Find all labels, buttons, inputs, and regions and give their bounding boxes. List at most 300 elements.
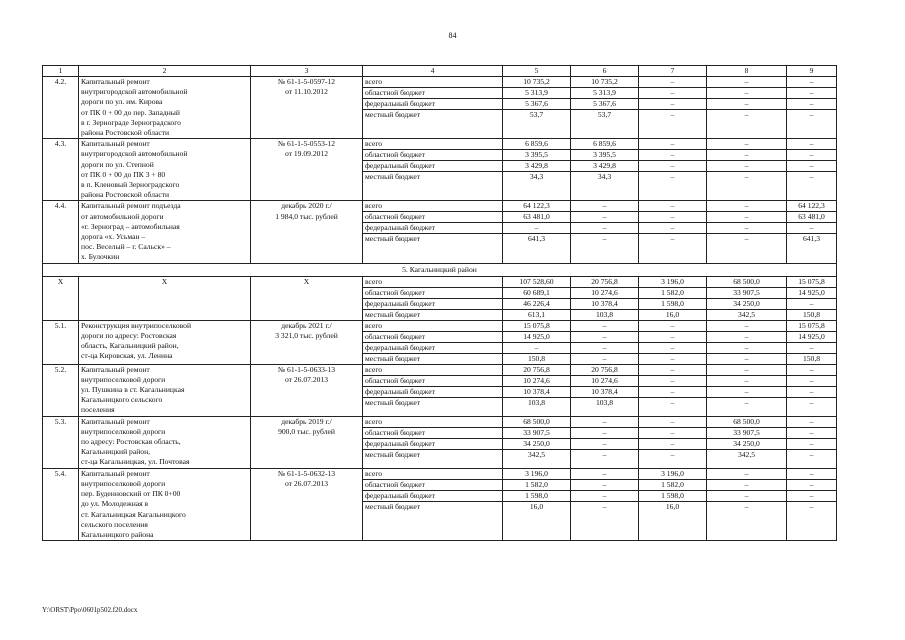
column-header: 9 [787, 66, 837, 77]
budget-label: федеральный бюджет [363, 342, 502, 353]
amount-cell: 60 689,1 [503, 287, 570, 298]
amount-cell: – [744, 234, 749, 244]
page-number: 84 [448, 31, 457, 40]
amount-cell: 68 500,0 [707, 277, 786, 288]
budget-label: федеральный бюджет [363, 490, 502, 501]
amount-column [503, 364, 571, 416]
registration-info [251, 139, 363, 201]
amount-cell: – [707, 150, 786, 161]
project-name-line: «г. Зерноград – автомобильная [81, 221, 180, 231]
column-header: 3 [251, 66, 363, 77]
amount-cell: – [571, 438, 638, 449]
project-name-line: района Ростовской области [81, 128, 170, 138]
column-header: 2 [79, 66, 251, 77]
registration-info [251, 468, 363, 540]
amount-cell: 3 429,8 [571, 161, 638, 172]
amount-cell: – [707, 365, 786, 376]
amount-column [503, 416, 571, 468]
project-name-line: X [161, 276, 168, 286]
table-row [43, 416, 837, 468]
amount-cell: – [707, 99, 786, 110]
amount-cell: – [809, 172, 814, 182]
registration-info [251, 320, 363, 364]
project-name-line: х. Булочкин [81, 252, 120, 262]
amount-cell: 15 075,8 [787, 277, 836, 288]
column-header: 6 [571, 66, 639, 77]
amount-cell: – [707, 77, 786, 88]
column-header: 8 [707, 66, 787, 77]
amount-cell: 10 274,6 [571, 375, 638, 386]
amount-column [787, 139, 837, 201]
amount-cell: – [639, 77, 706, 88]
registration-line: 900,0 тыс. рублей [278, 426, 335, 436]
project-name-line: Капитальный ремонт [81, 468, 150, 478]
amount-cell: – [787, 490, 836, 501]
amount-cell: – [639, 365, 706, 376]
amount-column [707, 468, 787, 540]
amount-cell: – [707, 201, 786, 212]
amount-cell: – [707, 331, 786, 342]
amount-cell: – [707, 469, 786, 480]
project-name-line: Кагальницкий район, [81, 447, 151, 457]
amount-cell: 10 378,4 [571, 298, 638, 309]
amount-cell: 10 378,4 [571, 386, 638, 397]
project-name-line: ул. Пушкина в ст. Кагальницкая [81, 385, 185, 395]
table-row [43, 139, 837, 201]
amount-cell: 16,0 [529, 501, 544, 511]
amount-column [571, 364, 639, 416]
project-name-line: внутригородской автомобильной [81, 149, 188, 159]
amount-cell: – [809, 449, 814, 459]
amount-cell: 641,3 [527, 234, 546, 244]
budget-label: местный бюджет [365, 397, 421, 407]
amount-cell: – [787, 342, 836, 353]
amount-cell: – [787, 161, 836, 172]
amount-cell: – [602, 501, 607, 511]
amount-cell: 63 481,0 [787, 212, 836, 223]
amount-cell: – [639, 427, 706, 438]
registration-line: от 11.10.2012 [285, 87, 328, 97]
project-name [79, 468, 251, 540]
column-header: 1 [43, 66, 79, 77]
amount-cell: 3 196,0 [639, 469, 706, 480]
project-name-line: внутрипоселковой дороги [81, 478, 166, 488]
amount-cell: – [602, 449, 607, 459]
project-name-line: Капитальный ремонт подъезда [81, 201, 181, 211]
amount-cell: 15 075,8 [503, 321, 570, 332]
amount-cell: – [639, 139, 706, 150]
amount-cell: – [707, 212, 786, 223]
registration-line: от 26.07.2013 [284, 374, 329, 384]
amount-column [639, 416, 707, 468]
project-name [79, 77, 251, 139]
amount-cell: – [670, 449, 675, 459]
amount-cell: – [787, 99, 836, 110]
project-name-line: внутригородской автомобильной [81, 87, 188, 97]
amount-cell: – [639, 99, 706, 110]
amount-cell: 10 274,6 [571, 287, 638, 298]
amount-cell: – [787, 427, 836, 438]
project-name-line: от ПК 0 + 00 до ПК 3 + 80 [81, 169, 166, 179]
amount-cell: 68 500,0 [707, 417, 786, 428]
amount-cell: – [707, 386, 786, 397]
budget-label: всего [363, 77, 502, 88]
amount-column [503, 139, 571, 201]
project-name-line: района Ростовской области [81, 190, 170, 200]
project-name-line: сельского поселения [81, 519, 148, 529]
amount-cell: – [707, 139, 786, 150]
amount-cell: – [639, 321, 706, 332]
amount-cell: – [787, 223, 836, 234]
amount-cell: – [707, 479, 786, 490]
registration-line: № 61-1-5-0632-13 [277, 468, 336, 478]
amount-cell: 34,3 [529, 172, 544, 182]
amount-cell: – [571, 427, 638, 438]
project-name-line: в п. Кленовый Зерноградского [81, 180, 180, 190]
project-name-line: дороги по адресу: Ростовская [81, 330, 177, 340]
amount-column [571, 201, 639, 263]
amount-cell: – [639, 417, 706, 428]
amount-cell: – [787, 438, 836, 449]
amount-column [503, 276, 571, 320]
amount-column [639, 364, 707, 416]
amount-cell: – [744, 172, 749, 182]
amount-cell: 3 395,5 [503, 150, 570, 161]
amount-cell: 3 429,8 [503, 161, 570, 172]
row-number: 4.2. [43, 77, 79, 139]
row-number: 5.1. [43, 320, 79, 364]
amount-cell: – [787, 77, 836, 88]
row-number: 4.4. [43, 201, 79, 263]
registration-line: X [303, 276, 310, 286]
amount-cell: – [787, 469, 836, 480]
budget-label: местный бюджет [365, 449, 421, 459]
project-name-line: дорога «х. Усьман – [81, 232, 146, 242]
amount-cell: 34 250,0 [503, 438, 570, 449]
amount-cell: – [602, 234, 607, 244]
project-name-line: область, Кагальницкий район, [81, 341, 179, 351]
budget-label: областной бюджет [363, 479, 502, 490]
amount-cell: – [744, 110, 749, 119]
amount-column [787, 201, 837, 263]
registration-info [251, 276, 363, 320]
amount-cell: 1 582,0 [503, 479, 570, 490]
budget-label: всего [363, 417, 502, 428]
amount-column [707, 364, 787, 416]
budget-label: местный бюджет [365, 172, 421, 182]
budget-label: всего [363, 469, 502, 480]
project-name-line: Капитальный ремонт [81, 364, 150, 374]
amount-cell: 68 500,0 [503, 417, 570, 428]
table-row [43, 201, 837, 263]
amount-cell: 342,5 [527, 449, 546, 459]
amount-cell: – [787, 139, 836, 150]
amount-column [639, 276, 707, 320]
amount-column [639, 320, 707, 364]
project-name-line: дороги по ул. Степной [81, 159, 154, 169]
amount-cell: – [744, 353, 749, 363]
amount-cell: 16,0 [665, 501, 680, 511]
amount-cell: – [571, 321, 638, 332]
amount-column [707, 201, 787, 263]
amount-cell: – [809, 110, 814, 119]
amount-column [787, 416, 837, 468]
budget-label: федеральный бюджет [363, 386, 502, 397]
amount-column [571, 77, 639, 139]
amount-cell: 5 313,9 [503, 88, 570, 99]
amount-cell: 20 756,8 [503, 365, 570, 376]
amount-cell: – [639, 201, 706, 212]
budget-table [42, 65, 837, 541]
amount-cell: 14 925,0 [787, 331, 836, 342]
amount-cell: – [639, 386, 706, 397]
amount-cell: – [571, 342, 638, 353]
budget-label: областной бюджет [363, 427, 502, 438]
amount-cell: – [639, 438, 706, 449]
amount-column [787, 276, 837, 320]
amount-cell: – [787, 88, 836, 99]
amount-cell: 150,8 [527, 353, 546, 363]
amount-cell: 107 528,60 [503, 277, 570, 288]
amount-column [707, 320, 787, 364]
registration-line: декабрь 2021 г./ [281, 320, 332, 330]
amount-cell: 33 907,5 [707, 427, 786, 438]
amount-cell: 1 598,0 [503, 490, 570, 501]
amount-cell: – [787, 417, 836, 428]
amount-cell: – [707, 375, 786, 386]
budget-labels [363, 77, 503, 139]
project-name-line: пер. Буденновский от ПК 0+00 [81, 489, 181, 499]
budget-labels [363, 416, 503, 468]
project-name-line: Реконструкция внутрипоселковой [81, 320, 192, 330]
budget-label: всего [363, 277, 502, 288]
amount-cell: 14 925,0 [503, 331, 570, 342]
amount-column [787, 468, 837, 540]
amount-cell: – [787, 386, 836, 397]
project-name [79, 416, 251, 468]
amount-cell: – [670, 397, 675, 407]
amount-cell: – [503, 223, 570, 234]
amount-cell: – [571, 469, 638, 480]
row-number: 5.3. [43, 416, 79, 468]
amount-cell: 63 481,0 [503, 212, 570, 223]
amount-column [503, 201, 571, 263]
budget-label: местный бюджет [365, 501, 421, 511]
amount-column [639, 139, 707, 201]
amount-cell: 15 075,8 [787, 321, 836, 332]
amount-column [639, 468, 707, 540]
amount-cell: – [571, 417, 638, 428]
amount-cell: 10 378,4 [503, 386, 570, 397]
registration-line: декабрь 2019 г./ [281, 416, 332, 426]
amount-cell: – [744, 397, 749, 407]
amount-cell: 5 367,6 [571, 99, 638, 110]
amount-cell: – [787, 150, 836, 161]
amount-cell: 150,8 [802, 309, 821, 319]
amount-cell: – [707, 321, 786, 332]
amount-column [571, 139, 639, 201]
amount-column [503, 77, 571, 139]
amount-cell: – [639, 223, 706, 234]
budget-label: всего [363, 365, 502, 376]
amount-cell: 1 582,0 [639, 287, 706, 298]
registration-line: № 61-1-5-0553-12 [277, 139, 336, 149]
amount-column [787, 364, 837, 416]
amount-cell: 10 274,6 [503, 375, 570, 386]
budget-label: федеральный бюджет [363, 223, 502, 234]
budget-labels [363, 201, 503, 263]
amount-cell: 64 122,3 [503, 201, 570, 212]
budget-label: федеральный бюджет [363, 438, 502, 449]
project-name [79, 364, 251, 416]
amount-cell: 34 250,0 [707, 298, 786, 309]
amount-cell: – [787, 298, 836, 309]
amount-column [503, 320, 571, 364]
registration-line: от 26.07.2013 [284, 478, 329, 488]
registration-line: от 19.09.2012 [284, 149, 329, 159]
budget-label: федеральный бюджет [363, 161, 502, 172]
budget-label: всего [363, 201, 502, 212]
registration-line: № 61-1-5-0597-12 [277, 77, 336, 86]
amount-cell: 150,8 [802, 353, 821, 363]
amount-cell: 34 250,0 [707, 438, 786, 449]
amount-cell: – [787, 375, 836, 386]
file-path-footer: Y:\ORST\Ppo\0601p502.f20.docx [42, 606, 138, 614]
amount-cell: 16,0 [665, 309, 680, 319]
project-name [79, 201, 251, 263]
amount-cell: – [639, 342, 706, 353]
project-name-line: в г. Зернограде Зерноградского [81, 117, 181, 127]
amount-cell: – [639, 161, 706, 172]
budget-label: областной бюджет [363, 88, 502, 99]
amount-cell: 613,1 [527, 309, 546, 319]
budget-label: всего [363, 321, 502, 332]
project-name-line: пос. Веселый – г. Сальск» – [81, 242, 171, 252]
project-name-line: Капитальный ремонт [81, 416, 150, 426]
column-header: 5 [503, 66, 571, 77]
registration-line: декабрь 2020 г./ [281, 201, 332, 211]
budget-label: местный бюджет [365, 234, 421, 244]
project-name-line: Капитальный ремонт [81, 139, 150, 149]
amount-cell: 1 598,0 [639, 298, 706, 309]
project-name-line: ст-ца Кагальницкая, ул. Почтовая [81, 457, 190, 467]
project-name-line: Кагальницкого района [81, 529, 154, 539]
column-header: 7 [639, 66, 707, 77]
amount-cell: – [571, 331, 638, 342]
amount-cell: 5 367,6 [503, 99, 570, 110]
amount-cell: 1 582,0 [639, 479, 706, 490]
amount-cell: 1 598,0 [639, 490, 706, 501]
amount-column [787, 320, 837, 364]
project-name [79, 320, 251, 364]
amount-cell: – [707, 88, 786, 99]
amount-cell: – [809, 501, 814, 511]
column-header-row [43, 66, 837, 77]
table-row [43, 320, 837, 364]
amount-column [787, 77, 837, 139]
project-name-line: от ПК 0 + 00 до пер. Западный [81, 107, 180, 117]
amount-cell: 33 907,5 [707, 287, 786, 298]
amount-cell: – [639, 212, 706, 223]
amount-cell: – [670, 353, 675, 363]
amount-cell: – [707, 223, 786, 234]
amount-cell: – [707, 342, 786, 353]
amount-cell: – [571, 212, 638, 223]
row-number: X [43, 276, 79, 320]
table-row [43, 276, 837, 320]
amount-cell: – [787, 365, 836, 376]
budget-label: областной бюджет [363, 331, 502, 342]
table-row [43, 364, 837, 416]
amount-cell: – [602, 353, 607, 363]
project-name [79, 139, 251, 201]
amount-cell: 6 859,6 [571, 139, 638, 150]
amount-column [571, 276, 639, 320]
amount-cell: 53,7 [529, 110, 544, 119]
amount-cell: – [571, 223, 638, 234]
section-row [43, 263, 837, 276]
budget-label: областной бюджет [363, 287, 502, 298]
amount-cell: – [670, 234, 675, 244]
amount-column [707, 139, 787, 201]
amount-cell: 6 859,6 [503, 139, 570, 150]
amount-cell: 103,8 [595, 309, 614, 319]
project-name-line: ст-ца Кировская, ул. Ленина [81, 351, 173, 361]
registration-info [251, 416, 363, 468]
amount-cell: 3 395,5 [571, 150, 638, 161]
amount-cell: – [670, 110, 675, 119]
amount-column [571, 320, 639, 364]
amount-cell: 10 735,2 [571, 77, 638, 88]
row-number: 5.2. [43, 364, 79, 416]
amount-cell: 342,5 [737, 309, 756, 319]
amount-cell: 53,7 [597, 110, 612, 119]
amount-cell: – [639, 150, 706, 161]
project-name-line: Капитальный ремонт [81, 77, 150, 86]
amount-cell: – [670, 172, 675, 182]
registration-line: 3 321,0 тыс. рублей [275, 330, 338, 340]
budget-label: областной бюджет [363, 212, 502, 223]
budget-label: федеральный бюджет [363, 298, 502, 309]
registration-info [251, 364, 363, 416]
amount-column [571, 468, 639, 540]
amount-cell: 20 756,8 [571, 277, 638, 288]
project-name-line: дороги по ул. им. Кирова [81, 97, 163, 107]
amount-cell: – [571, 201, 638, 212]
amount-column [503, 468, 571, 540]
project-name-line: ст. Кагальницкая Кагальницкого [81, 509, 186, 519]
section-title: 5. Кагальницкий район [43, 263, 837, 276]
registration-info [251, 201, 363, 263]
amount-cell: – [744, 501, 749, 511]
amount-cell: 46 226,4 [503, 298, 570, 309]
budget-labels [363, 139, 503, 201]
amount-cell: 10 735,2 [503, 77, 570, 88]
budget-label: местный бюджет [365, 353, 421, 363]
project-name-line: Кагальницкого сельского [81, 395, 163, 405]
project-name [79, 276, 251, 320]
budget-label: областной бюджет [363, 150, 502, 161]
project-name-line: от автомобильной дороги [81, 211, 164, 221]
amount-cell: – [707, 490, 786, 501]
row-number: 4.3. [43, 139, 79, 201]
table-row [43, 468, 837, 540]
project-name-line: по адресу: Ростовская область, [81, 437, 181, 447]
amount-cell: – [571, 490, 638, 501]
amount-column [707, 77, 787, 139]
row-number: 5.4. [43, 468, 79, 540]
amount-cell: 103,8 [595, 397, 614, 407]
